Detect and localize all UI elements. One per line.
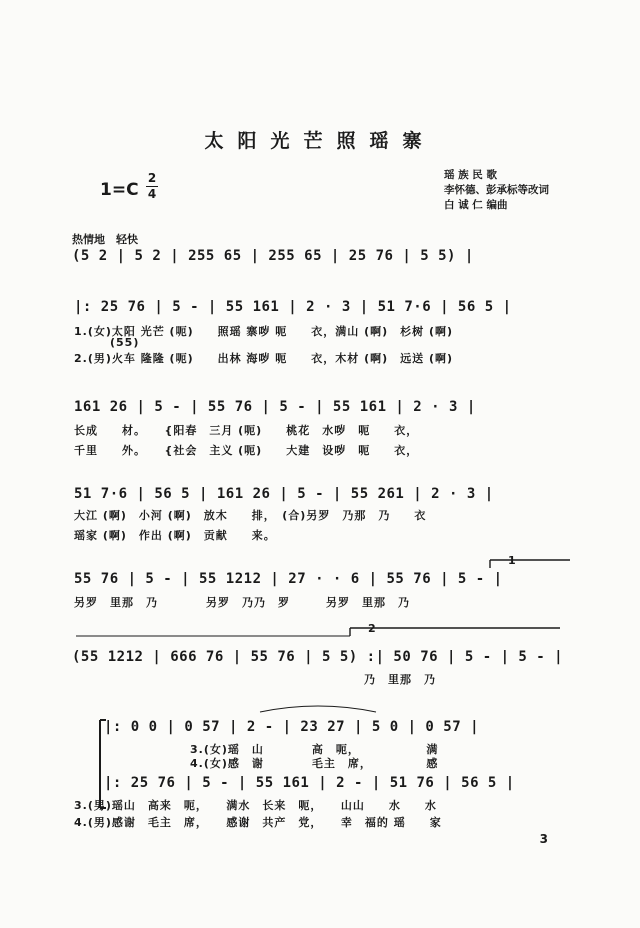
lyric-line: 3.(男)瑶山 高来 呃， 满水 长来 呃， 山山 水 水	[74, 799, 437, 812]
pickup-notes: (55)	[110, 336, 140, 349]
lyric-line: 长成 材。 {阳春 三月 (呃) 桃花 水哕 呃 衣，	[74, 424, 419, 437]
lyric-line: 4.(男)感谢 毛主 席， 感谢 共产 党， 幸 福的 瑶 家	[74, 816, 442, 829]
notation-line: |: 25 76 | 5 - | 55 161 | 2 - | 51 76 | 56 5 |	[104, 775, 515, 791]
lyric-line: 千里 外。 {社会 主义 (呃) 大建 设哕 呃 衣，	[74, 444, 419, 457]
notation-line: (55 1212 | 666 76 | 55 76 | 5 5) :| 50 76 | 5 - | 5 - |	[72, 649, 564, 665]
lyric-line: 2.(男)火车 隆隆 (呃) 出林 海哕 呃 衣，木材 (啊) 远送 (啊)	[74, 352, 454, 365]
credit-line: 李怀德、彭承标等改词	[444, 184, 549, 196]
lyric-line: 4.(女)感 谢 毛主 席， 感	[190, 757, 439, 770]
notation-line: 55 76 | 5 - | 55 1212 | 27 · · 6 | 55 76 | 5 - |	[74, 571, 503, 587]
notation-line: |: 25 76 | 5 - | 55 161 | 2 · 3 | 51 7·6 | 56 5 |	[74, 299, 512, 315]
lyric-line: 瑶家 (啊) 作出 (啊) 贡献 来。	[74, 529, 276, 542]
key-signature: 1=C	[100, 180, 139, 200]
volta-2-label: 2	[368, 622, 377, 635]
volta-1-label: 1	[508, 554, 517, 567]
credit-line: 白 诚 仁 编曲	[444, 199, 508, 211]
slur	[260, 706, 376, 712]
credit-line: 瑶 族 民 歌	[444, 169, 497, 181]
notation-line: (5 2 | 5 2 | 255 65 | 255 65 | 25 76 | 5 5) |	[72, 248, 474, 264]
lyric-line: 3.(女)瑶 山 高 呃， 满	[190, 743, 439, 756]
page-number: 3	[539, 832, 548, 846]
notation-line: 161 26 | 5 - | 55 76 | 5 - | 55 161 | 2 · 3 |	[74, 399, 476, 415]
lyric-line: 另罗 里那 乃 另罗 乃乃 罗 另罗 里那 乃	[74, 596, 410, 609]
lyric-line: 乃 里那 乃	[364, 673, 436, 686]
song-title: 太阳光芒照瑶寨	[204, 130, 436, 152]
tempo-marking: 热情地 轻快	[72, 233, 138, 246]
time-signature-top: 2	[147, 171, 157, 185]
notation-line: 51 7·6 | 56 5 | 161 26 | 5 - | 55 261 | 2 · 3 |	[74, 486, 494, 502]
time-signature-bottom: 4	[147, 187, 157, 201]
lyric-line: 1.(女)太阳 光芒 (呃) 照瑶 寨哕 呃 衣，满山 (啊) 杉树 (啊)	[74, 325, 454, 338]
lyric-line: 大江 (啊) 小河 (啊) 放木 排， (合)另罗 乃那 乃 衣	[74, 509, 427, 522]
notation-line: |: 0 0 | 0 57 | 2 - | 23 27 | 5 0 | 0 57 |	[104, 719, 480, 735]
